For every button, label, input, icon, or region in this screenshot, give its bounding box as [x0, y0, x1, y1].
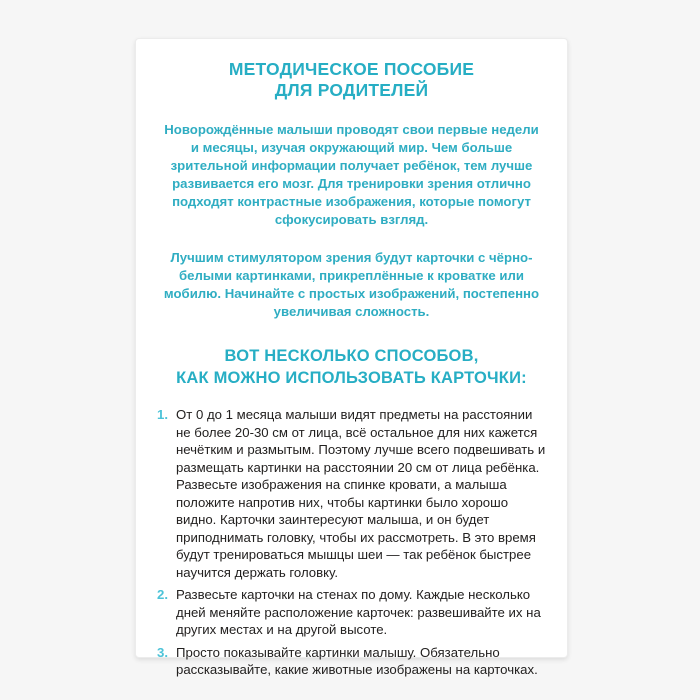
- leaflet-card: [135, 38, 568, 677]
- page-title-line1: МЕТОДИЧЕСКОЕ ПОСОБИЕ: [228, 59, 475, 79]
- intro-paragraph-1: Новорождённые малыши проводят свои первые недели и месяцы, изучая окружающий мир. Чем больше зрительной информации получает ребёнок, тем лучше развивается его мозг. Для тренировки зрения отлично подходят контрастные изображения, которые помогут сфокусировать взгляд.: [164, 122, 539, 227]
- list-item: [157, 586, 546, 639]
- list-item: [157, 644, 546, 679]
- list-item-number: 3.: [157, 644, 168, 660]
- list-item-text: Просто показывайте картинки малышу. Обязательно рассказывайте, какие животные изображены на карточках.: [176, 644, 538, 677]
- list-item-text: Развесьте карточки на стенах по дому. Каждые несколько дней меняйте расположение карточек: развешивайте их на других местах и на другой высоте.: [176, 587, 541, 637]
- list-item-number: 2.: [157, 587, 168, 602]
- subheading-line2: КАК МОЖНО ИСПОЛЬЗОВАТЬ КАРТОЧКИ:: [176, 369, 527, 387]
- page-title-line2: ДЛЯ РОДИТЕЛЕЙ: [274, 80, 429, 100]
- intro-paragraph-2: Лучшим стимулятором зрения будут карточки с чёрно-белыми картинками, прикреплённые к кроватке или мобилю. Начинайте с простых изображений, постепенно увеличивая сложность.: [163, 250, 540, 319]
- list-item: [157, 406, 546, 581]
- page-title: [157, 59, 546, 101]
- subheading: [157, 345, 546, 389]
- list-item-text: От 0 до 1 месяца малыши видят предметы на расстоянии не более 20-30 см от лица, всё остальное для них кажется нечётким и размытым. Поэтому лучше всего подвешивать и размещать картинки на расстоянии 20 см от лица ребёнка. Развесьте изображения на спинке кровати, а малыша положите напротив них, чтобы картинки было хорошо видно. Карточки заинтересуют малыша, и он будет приподнимать головку, чтобы их рассмотреть. В это время будут тренироваться мышцы шеи — так ребёнок быстрее научится держать головку.: [176, 407, 546, 580]
- usage-list: [157, 406, 546, 679]
- subheading-line1: ВОТ НЕСКОЛЬКО СПОСОБОВ,: [224, 347, 479, 365]
- list-item-number: 1.: [157, 407, 168, 422]
